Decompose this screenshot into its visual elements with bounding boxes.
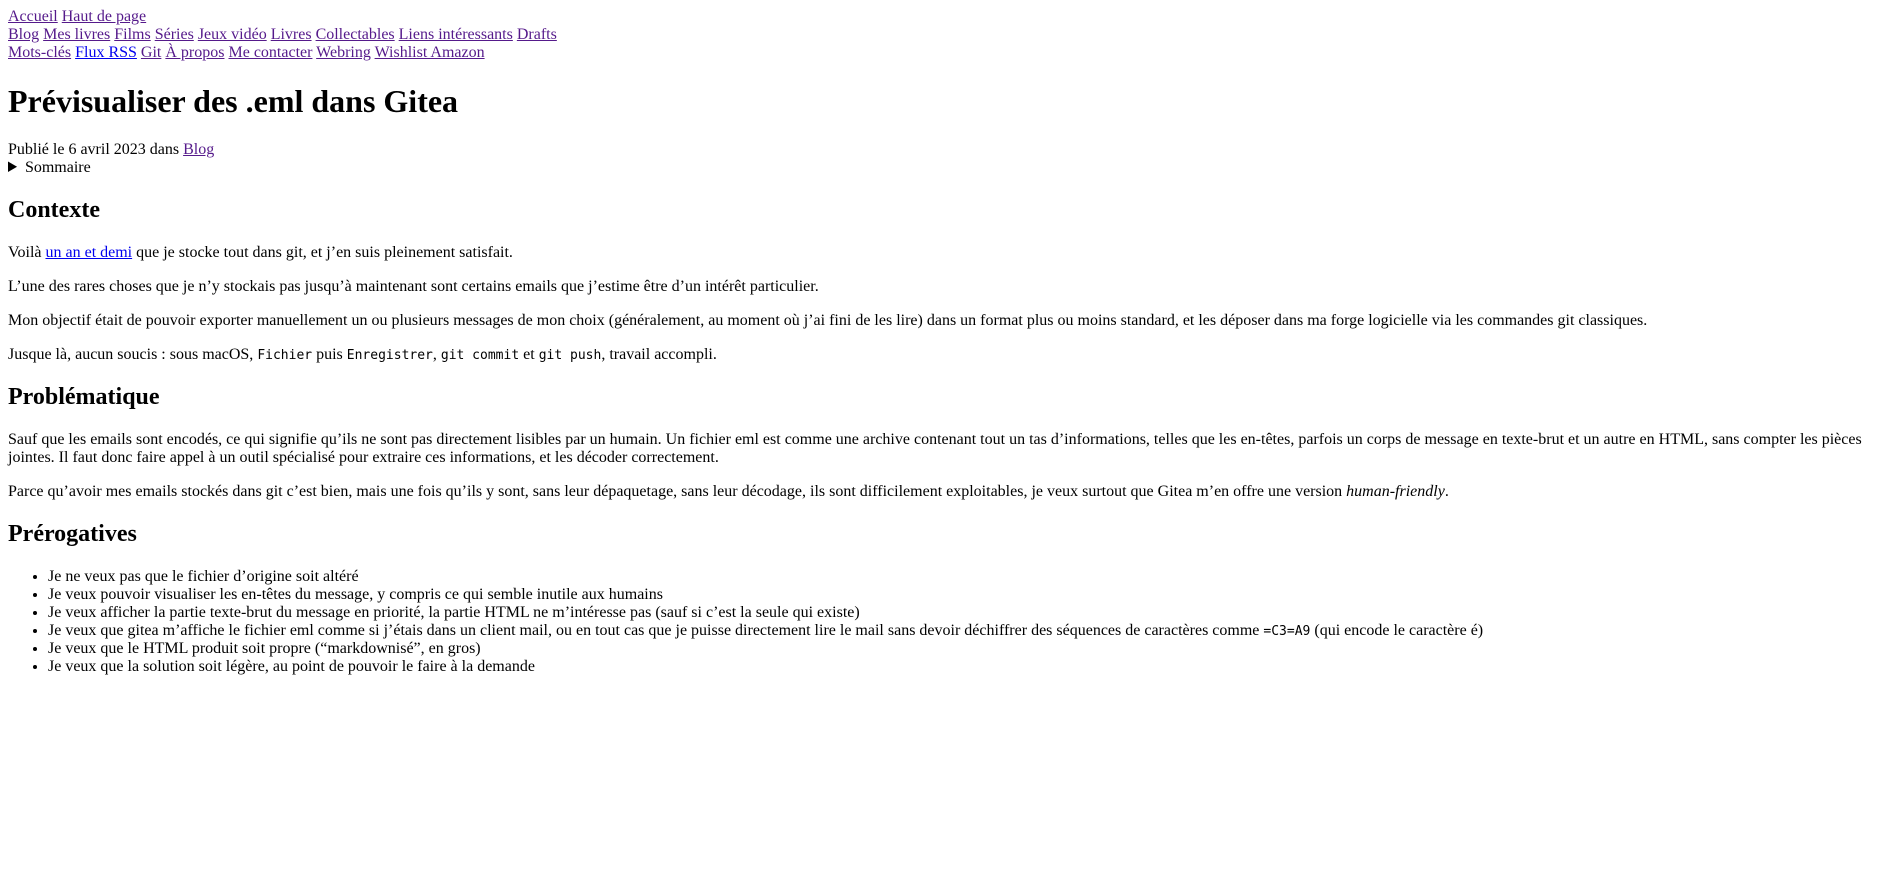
list-item: • Je veux afficher la partie texte-brut du message en priorité, la partie HTML ne m’intéresse pas (sauf si c’est la seule qui existe) xyxy=(48,604,1869,622)
nav-link-mes-livres[interactable]: Mes livres xyxy=(43,26,111,43)
site-nav xyxy=(8,8,1869,62)
text-segment: , xyxy=(432,346,441,363)
nav-link-webring[interactable]: Webring xyxy=(316,44,371,61)
list-item: • Je veux que la solution soit légère, au point de pouvoir le faire à la demande xyxy=(48,658,1869,676)
nav-row-1 xyxy=(8,8,1869,26)
prerogatives-list xyxy=(8,568,1869,676)
nav-link-jeux-video[interactable]: Jeux vidéo xyxy=(197,26,267,43)
text-segment: Parce qu’avoir mes emails stockés dans git c’est bien, mais une fois qu’ils y sont, sans leur dépaquetage, sans leur décodage, ils sont difficilement exploitables, je veux surtout que Gitea m’en offre une version xyxy=(8,483,1347,500)
nav-link-git[interactable]: Git xyxy=(140,44,162,61)
nav-link-livres[interactable]: Livres xyxy=(270,26,312,43)
code-git-commit: git commit xyxy=(440,348,520,363)
text-segment: (qui encode le caractère é) xyxy=(1310,622,1484,639)
text-segment: . xyxy=(1444,483,1449,500)
paragraph xyxy=(8,346,1869,364)
list-item: • Je veux que le HTML produit soit propre (“markdownisé”, en gros) xyxy=(48,640,1869,658)
nav-row-3 xyxy=(8,44,1869,62)
text-segment: et xyxy=(519,346,539,363)
list-item: • Je veux pouvoir visualiser les en-têtes du message, y compris ce qui semble inutile aux humains xyxy=(48,586,1869,604)
text-segment: Jusque là, aucun soucis : sous macOS, xyxy=(8,346,258,363)
publish-meta-text: Publié le 6 avril 2023 dans xyxy=(8,141,184,158)
nav-link-drafts[interactable]: Drafts xyxy=(516,26,557,43)
text-segment: puis xyxy=(312,346,347,363)
nav-link-collectables[interactable]: Collectables xyxy=(315,26,395,43)
nav-link-me-contacter[interactable]: Me contacter xyxy=(228,44,313,61)
nav-link-accueil[interactable]: Accueil xyxy=(8,8,58,25)
nav-link-liens-interessants[interactable]: Liens intéressants xyxy=(398,26,513,43)
paragraph: Mon objectif était de pouvoir exporter manuellement un ou plusieurs messages de mon choix (généralement, au moment où j’ai fini de les lire) dans un format plus ou moins standard, et les déposer dans ma forge logicielle via les commandes git classiques. xyxy=(8,312,1648,329)
emphasis-human-friendly: human-friendly xyxy=(1346,483,1445,500)
section-contexte xyxy=(8,197,1869,364)
page-title: Prévisualiser des .eml dans Gitea xyxy=(8,83,459,119)
text-segment: , travail accompli. xyxy=(601,346,717,363)
text-segment: Voilà xyxy=(8,244,46,261)
blog-article xyxy=(8,83,1869,676)
table-of-contents xyxy=(8,159,1869,177)
nav-link-mots-cles[interactable]: Mots-clés xyxy=(8,44,72,61)
heading-prerogatives: Prérogatives xyxy=(8,521,137,547)
nav-row-2 xyxy=(8,26,1869,44)
code-quoted-printable: =C3=A9 xyxy=(1263,624,1311,639)
list-item: • Je ne veux pas que le fichier d’origine soit altéré xyxy=(48,568,1869,586)
heading-contexte: Contexte xyxy=(8,197,100,223)
text-segment: que je stocke tout dans git, et j’en suis pleinement satisfait. xyxy=(132,244,513,261)
section-problematique xyxy=(8,384,1869,501)
list-item xyxy=(48,622,1869,640)
paragraph: Sauf que les emails sont encodés, ce qui signifie qu’ils ne sont pas directement lisibles par un humain. Un fichier eml est comme une archive contenant tout un tas d’informations, telles que les en-têtes, parfois un corps de message en texte-brut et un autre en HTML, sans compter les pièces jointes. Il faut donc faire appel à un outil spécialisé pour extraire ces informations, et les décoder correctement. xyxy=(8,431,1862,466)
link-un-an-et-demi[interactable]: un an et demi xyxy=(45,244,133,261)
heading-problematique: Problématique xyxy=(8,384,160,410)
paragraph xyxy=(8,244,1869,262)
toc-summary-toggle[interactable]: Sommaire xyxy=(24,159,91,176)
publish-meta xyxy=(8,141,1869,159)
nav-link-blog[interactable]: Blog xyxy=(8,26,40,43)
paragraph: L’une des rares choses que je n’y stockais pas jusqu’à maintenant sont certains emails que j’estime être d’un intérêt particulier. xyxy=(8,278,819,295)
nav-link-haut-de-page[interactable]: Haut de page xyxy=(61,8,147,25)
code-enregistrer: Enregistrer xyxy=(346,348,433,363)
code-git-push: git push xyxy=(538,348,602,363)
nav-link-a-propos[interactable]: À propos xyxy=(165,44,225,61)
nav-link-series[interactable]: Séries xyxy=(154,26,194,43)
section-prerogatives xyxy=(8,521,1869,676)
nav-link-films[interactable]: Films xyxy=(114,26,151,43)
text-segment: Je veux que gitea m’affiche le fichier eml comme si j’étais dans un client mail, ou en tout cas que je puisse directement lire le mail sans devoir déchiffrer des séquences de caractères comme xyxy=(48,622,1264,639)
nav-link-flux-rss[interactable]: Flux RSS xyxy=(75,44,137,61)
category-link-blog[interactable]: Blog xyxy=(183,141,215,158)
paragraph xyxy=(8,483,1869,501)
code-fichier: Fichier xyxy=(257,348,313,363)
nav-link-wishlist-amazon[interactable]: Wishlist Amazon xyxy=(374,44,485,61)
